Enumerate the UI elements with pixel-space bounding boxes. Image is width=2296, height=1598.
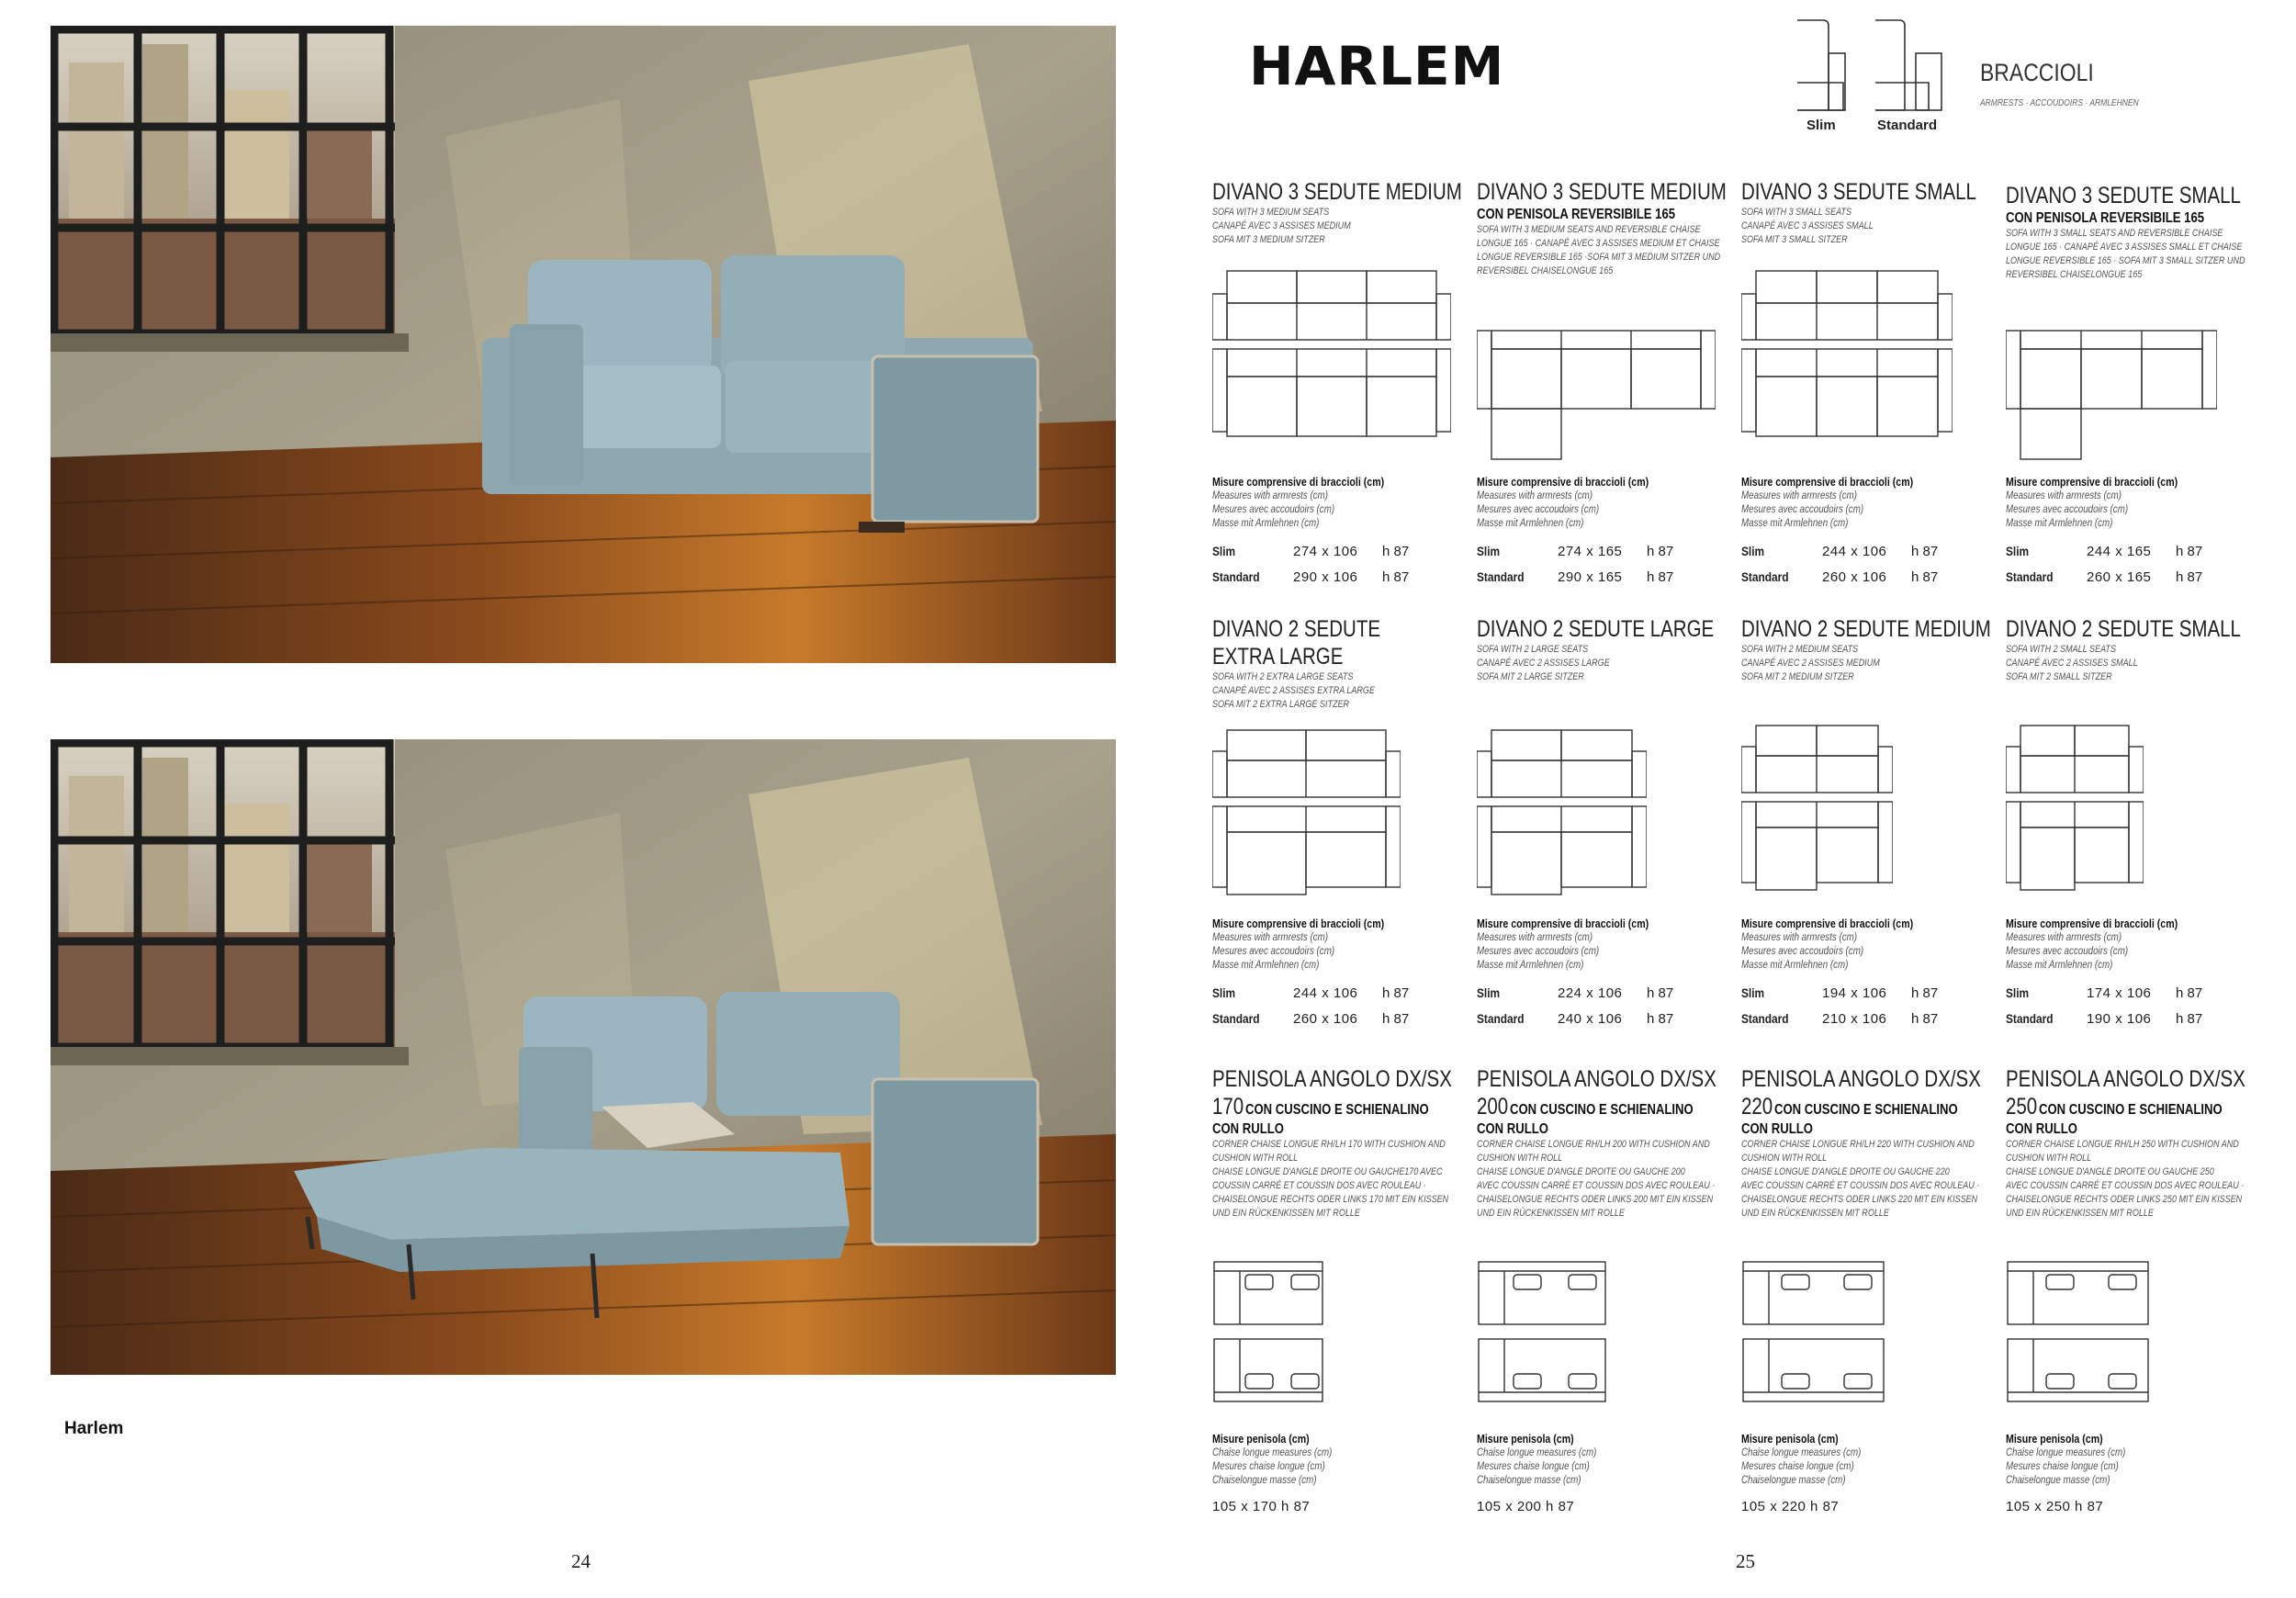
measures-de: Masse mit Armlehnen (cm)	[1212, 518, 1320, 529]
standard-height: h 87	[1911, 569, 1939, 585]
measures-heading: Misure penisola (cm)	[2006, 1433, 2103, 1446]
page-number-left: 24	[571, 1550, 591, 1572]
slim-height: h 87	[1911, 544, 1939, 559]
standard-row	[2006, 569, 2254, 595]
block-description: CORNER CHAISE LONGUE RH/LH 250 WITH CUSHION AND CUSHION WITH ROLL CHAISE LONGUE D'ANGLE DROITE OU GAUCHE 250 AVEC COUSSIN CARRÉ ET COUSSIN DOS AVEC ROULEAU · CHAISELONGUE RECHTS ODER LINKS 250 MIT EIN KISSEN UND EIN RÜCKENKISSEN MIT ROLLE	[2006, 1139, 2245, 1219]
block-subtitle-line2: CON RULLO	[1477, 1121, 1548, 1137]
block-title: DIVANO 2 SEDUTE MEDIUM	[1741, 616, 1991, 642]
measures-heading: Misure comprensive di braccioli (cm)	[1477, 917, 1649, 930]
measures-fr: Mesures avec accoudoirs (cm)	[2006, 946, 2129, 957]
chaise-250-block	[2006, 1065, 2254, 1221]
page-number-right: 25	[1736, 1550, 1755, 1572]
measures-de: Masse mit Armlehnen (cm)	[1212, 960, 1320, 971]
measures-heading: Misure penisola (cm)	[1741, 1433, 1839, 1446]
chaise-size: 170	[1212, 1094, 1244, 1120]
slim-label: Slim	[1212, 544, 1236, 558]
standard-label: Standard	[1741, 569, 1789, 584]
measures-de: Masse mit Armlehnen (cm)	[1741, 960, 1849, 971]
block-subtitle: CON CUSCINO E SCHIENALINO	[1244, 1102, 1429, 1118]
standard-label: Standard	[1477, 1011, 1525, 1026]
slim-row	[1212, 544, 1460, 569]
block-title: PENISOLA ANGOLO DX/SX	[1212, 1066, 1452, 1092]
chaise-dims: 105 x 170 h 87	[1212, 1499, 1311, 1514]
slim-row	[2006, 544, 2254, 569]
standard-label: Standard	[1741, 1011, 1789, 1026]
measures-heading: Misure comprensive di braccioli (cm)	[1741, 476, 1914, 489]
sofa-3-medium-measures	[1212, 476, 1460, 595]
sofa-3-small-chaise-measures	[2006, 476, 2254, 595]
block-subtitle: CON CUSCINO E SCHIENALINO	[1509, 1102, 1694, 1118]
standard-dims: 210 x 106	[1822, 1011, 1887, 1027]
chaise-size: 200	[1477, 1094, 1509, 1120]
chaise-size: 220	[1741, 1094, 1773, 1120]
measures-en: Measures with armrests (cm)	[1741, 932, 1858, 943]
measures-de: Masse mit Armlehnen (cm)	[1477, 518, 1584, 529]
slim-row	[2006, 985, 2254, 1011]
sofa-2-small-block	[2006, 615, 2254, 684]
sofa-2-small-measures	[2006, 917, 2254, 1037]
chaise-250-drawing	[2006, 1258, 2153, 1405]
sofa-2-xl-block	[1212, 615, 1460, 712]
measures-en: Chaise longue measures (cm)	[1212, 1447, 1333, 1458]
block-description: SOFA WITH 3 MEDIUM SEATS AND REVERSIBLE CHAISE LONGUE 165 · CANAPÉ AVEC 3 ASSISES MEDIUM ET CHAISE LONGUE REVERSIBLE 165 ·SOFA MIT 3 MEDIUM SITZER UND REVERSIBEL CHAISELONGUE 165	[1477, 224, 1721, 276]
sofa-2-medium-measures	[1741, 917, 1989, 1037]
standard-dims: 240 x 106	[1558, 1011, 1623, 1027]
slim-dims: 274 x 165	[1558, 544, 1623, 559]
block-subtitle: CON PENISOLA REVERSIBILE 165	[2006, 210, 2205, 226]
sofa-2-small-drawing	[2006, 721, 2144, 895]
slim-label: Slim	[1477, 985, 1501, 1000]
standard-row	[2006, 1011, 2254, 1037]
measures-heading: Misure comprensive di braccioli (cm)	[1212, 917, 1385, 930]
sofa-2-medium-block	[1741, 615, 1989, 684]
sofa-2-xl-measures	[1212, 917, 1460, 1037]
measures-heading: Misure comprensive di braccioli (cm)	[1741, 917, 1914, 930]
standard-dims: 260 x 106	[1293, 1011, 1358, 1027]
sofa-3-small-chaise-drawing	[2006, 326, 2217, 464]
chaise-220-measures	[1741, 1433, 1989, 1514]
sofa-photo-closed	[51, 26, 1116, 663]
block-subtitle-line2: CON RULLO	[1212, 1121, 1284, 1137]
sofa-3-medium-drawing	[1212, 266, 1451, 450]
slim-label: Slim	[1741, 544, 1765, 558]
chaise-170-block	[1212, 1065, 1460, 1221]
slim-row	[1477, 985, 1725, 1011]
block-title: PENISOLA ANGOLO DX/SX	[2006, 1066, 2245, 1092]
chaise-170-drawing	[1212, 1258, 1332, 1405]
chaise-200-measures	[1477, 1433, 1725, 1514]
block-title: PENISOLA ANGOLO DX/SX	[1741, 1066, 1981, 1092]
block-title: DIVANO 3 SEDUTE MEDIUM	[1212, 179, 1462, 205]
measures-en: Measures with armrests (cm)	[2006, 932, 2122, 943]
slim-label: Slim	[2006, 985, 2030, 1000]
chaise-170-measures	[1212, 1433, 1460, 1514]
measures-heading: Misure penisola (cm)	[1212, 1433, 1310, 1446]
block-description: SOFA WITH 2 EXTRA LARGE SEATS CANAPÉ AVEC 2 ASSISES EXTRA LARGE SOFA MIT 2 EXTRA LARGE SITZER	[1212, 671, 1375, 710]
block-description: CORNER CHAISE LONGUE RH/LH 170 WITH CUSHION AND CUSHION WITH ROLL CHAISE LONGUE D'ANGLE DROITE OU GAUCHE170 AVEC COUSSIN CARRÉ ET COUSSIN DOS AVEC ROULEAU · CHAISELONGUE RECHTS ODER LINKS 170 MIT EIN KISSEN UND EIN RÜCKENKISSEN MIT ROLLE	[1212, 1139, 1449, 1219]
standard-row	[1212, 569, 1460, 595]
measures-fr: Mesures avec accoudoirs (cm)	[2006, 504, 2129, 515]
photo-caption: Harlem	[64, 1419, 124, 1438]
slim-height: h 87	[1382, 544, 1410, 559]
slim-height: h 87	[2176, 985, 2203, 1001]
block-description: SOFA WITH 3 MEDIUM SEATS CANAPÉ AVEC 3 ASSISES MEDIUM SOFA MIT 3 MEDIUM SITZER	[1212, 207, 1351, 245]
block-description: SOFA WITH 2 LARGE SEATS CANAPÉ AVEC 2 ASSISES LARGE SOFA MIT 2 LARGE SITZER	[1477, 644, 1610, 682]
measures-en: Measures with armrests (cm)	[1212, 932, 1329, 943]
measures-fr: Mesures chaise longue (cm)	[1741, 1461, 1854, 1472]
block-subtitle-line2: CON RULLO	[1741, 1121, 1813, 1137]
measures-de: Chaiselongue masse (cm)	[2006, 1475, 2110, 1486]
standard-label: Standard	[2006, 1011, 2054, 1026]
block-title: DIVANO 2 SEDUTE	[1212, 616, 1381, 642]
block-subtitle-line2: CON RULLO	[2006, 1121, 2077, 1137]
slim-height: h 87	[1382, 985, 1410, 1001]
chaise-220-block	[1741, 1065, 1989, 1221]
measures-en: Measures with armrests (cm)	[1477, 490, 1593, 501]
slim-dims: 194 x 106	[1822, 985, 1887, 1001]
measures-fr: Mesures avec accoudoirs (cm)	[1212, 504, 1335, 515]
measures-de: Masse mit Armlehnen (cm)	[2006, 960, 2113, 971]
slim-label: Slim	[1741, 985, 1765, 1000]
measures-en: Measures with armrests (cm)	[2006, 490, 2122, 501]
block-title: DIVANO 3 SEDUTE SMALL	[2006, 183, 2241, 208]
sofa-3-small-chaise-block	[2006, 182, 2254, 282]
slim-label: Slim	[2006, 544, 2030, 558]
sofa-2-xl-drawing	[1212, 726, 1401, 900]
slim-row	[1212, 985, 1460, 1011]
sofa-2-large-block	[1477, 615, 1725, 684]
block-description: CORNER CHAISE LONGUE RH/LH 220 WITH CUSHION AND CUSHION WITH ROLL CHAISE LONGUE D'ANGLE DROITE OU GAUCHE 220 AVEC COUSSIN CARRÉ ET COUSSIN DOS AVEC ROULEAU · CHAISELONGUE RECHTS ODER LINKS 220 MIT EIN KISSEN UND EIN RÜCKENKISSEN MIT ROLLE	[1741, 1139, 1980, 1219]
chaise-dims: 105 x 250 h 87	[2006, 1499, 2104, 1514]
slim-row	[1741, 985, 1989, 1011]
standard-label: Standard	[2006, 569, 2054, 584]
block-title: DIVANO 2 SEDUTE LARGE	[1477, 616, 1715, 642]
slim-dims: 244 x 106	[1822, 544, 1887, 559]
measures-en: Measures with armrests (cm)	[1741, 490, 1858, 501]
sofa-3-small-drawing	[1741, 266, 1953, 450]
block-title-line2: EXTRA LARGE	[1212, 644, 1344, 670]
block-description: SOFA WITH 2 SMALL SEATS CANAPÉ AVEC 2 ASSISES SMALL SOFA MIT 2 SMALL SITZER	[2006, 644, 2138, 682]
armrests-heading: BRACCIOLI	[1980, 59, 2094, 86]
measures-heading: Misure penisola (cm)	[1477, 1433, 1574, 1446]
measures-en: Measures with armrests (cm)	[1477, 932, 1593, 943]
measures-de: Chaiselongue masse (cm)	[1477, 1475, 1581, 1486]
block-description: SOFA WITH 3 SMALL SEATS AND REVERSIBLE CHAISE LONGUE 165 · CANAPÉ AVEC 3 ASSISES SMALL ET CHAISE LONGUE REVERSIBLE 165 · SOFA MIT 3 SMALL SITZER UND REVERSIBEL CHAISELONGUE 165	[2006, 228, 2245, 280]
slim-dims: 244 x 106	[1293, 985, 1358, 1001]
slim-height: h 87	[1911, 985, 1939, 1001]
chaise-200-drawing	[1477, 1258, 1610, 1405]
standard-armrest-icon	[1874, 18, 1947, 115]
measures-heading: Misure comprensive di braccioli (cm)	[2006, 917, 2178, 930]
slim-row	[1477, 544, 1725, 569]
standard-height: h 87	[1382, 569, 1410, 585]
chaise-dims: 105 x 200 h 87	[1477, 1499, 1575, 1514]
standard-dims: 260 x 165	[2087, 569, 2152, 585]
slim-label: Slim	[1212, 985, 1236, 1000]
standard-label: Standard	[1212, 1011, 1260, 1026]
standard-height: h 87	[1647, 569, 1674, 585]
block-subtitle: CON CUSCINO E SCHIENALINO	[1773, 1102, 1958, 1118]
measures-fr: Mesures avec accoudoirs (cm)	[1212, 946, 1335, 957]
slim-height: h 87	[2176, 544, 2203, 559]
standard-armrest-label: Standard	[1877, 118, 1938, 133]
slim-dims: 174 x 106	[2087, 985, 2152, 1001]
block-title: PENISOLA ANGOLO DX/SX	[1477, 1066, 1716, 1092]
sofa-3-medium-chaise-block	[1477, 178, 1725, 278]
measures-heading: Misure comprensive di braccioli (cm)	[1477, 476, 1649, 489]
standard-row	[1741, 1011, 1989, 1037]
measures-en: Chaise longue measures (cm)	[1477, 1447, 1597, 1458]
block-subtitle: CON CUSCINO E SCHIENALINO	[2038, 1102, 2223, 1118]
standard-height: h 87	[2176, 1011, 2203, 1027]
measures-fr: Mesures chaise longue (cm)	[1477, 1461, 1590, 1472]
block-title: DIVANO 3 SEDUTE SMALL	[1741, 179, 1976, 205]
measures-heading: Misure comprensive di braccioli (cm)	[2006, 476, 2178, 489]
block-title: DIVANO 3 SEDUTE MEDIUM	[1477, 179, 1727, 205]
measures-en: Measures with armrests (cm)	[1212, 490, 1329, 501]
sofa-photo-open-bed	[51, 739, 1116, 1375]
block-subtitle: CON PENISOLA REVERSIBILE 165	[1477, 207, 1676, 222]
measures-fr: Mesures avec accoudoirs (cm)	[1477, 946, 1600, 957]
sofa-2-large-drawing	[1477, 726, 1647, 900]
measures-fr: Mesures chaise longue (cm)	[1212, 1461, 1325, 1472]
sofa-3-medium-chaise-measures	[1477, 476, 1725, 595]
sofa-2-large-measures	[1477, 917, 1725, 1037]
chaise-dims: 105 x 220 h 87	[1741, 1499, 1840, 1514]
sofa-3-medium-block	[1212, 178, 1460, 247]
measures-de: Chaiselongue masse (cm)	[1212, 1475, 1317, 1486]
standard-label: Standard	[1212, 569, 1260, 584]
measures-de: Masse mit Armlehnen (cm)	[1477, 960, 1584, 971]
slim-height: h 87	[1647, 985, 1674, 1001]
standard-dims: 260 x 106	[1822, 569, 1887, 585]
measures-de: Masse mit Armlehnen (cm)	[2006, 518, 2113, 529]
measures-fr: Mesures avec accoudoirs (cm)	[1477, 504, 1600, 515]
measures-fr: Mesures chaise longue (cm)	[2006, 1461, 2119, 1472]
block-description: SOFA WITH 2 MEDIUM SEATS CANAPÉ AVEC 2 ASSISES MEDIUM SOFA MIT 2 MEDIUM SITZER	[1741, 644, 1880, 682]
measures-fr: Mesures avec accoudoirs (cm)	[1741, 946, 1864, 957]
standard-row	[1477, 569, 1725, 595]
block-description: CORNER CHAISE LONGUE RH/LH 200 WITH CUSHION AND CUSHION WITH ROLL CHAISE LONGUE D'ANGLE DROITE OU GAUCHE 200 AVEC COUSSIN CARRÉ ET COUSSIN DOS AVEC ROULEAU · CHAISELONGUE RECHTS ODER LINKS 200 MIT EIN KISSEN UND EIN RÜCKENKISSEN MIT ROLLE	[1477, 1139, 1716, 1219]
sofa-3-small-block	[1741, 178, 1989, 247]
standard-height: h 87	[1382, 1011, 1410, 1027]
slim-row	[1741, 544, 1989, 569]
chaise-size: 250	[2006, 1094, 2038, 1120]
standard-height: h 87	[2176, 569, 2203, 585]
block-description: SOFA WITH 3 SMALL SEATS CANAPÉ AVEC 3 ASSISES SMALL SOFA MIT 3 SMALL SITZER	[1741, 207, 1874, 245]
standard-row	[1212, 1011, 1460, 1037]
standard-label: Standard	[1477, 569, 1525, 584]
slim-height: h 87	[1647, 544, 1674, 559]
standard-dims: 190 x 106	[2087, 1011, 2152, 1027]
standard-height: h 87	[1911, 1011, 1939, 1027]
standard-row	[1477, 1011, 1725, 1037]
standard-height: h 87	[1647, 1011, 1674, 1027]
slim-dims: 224 x 106	[1558, 985, 1623, 1001]
slim-label: Slim	[1477, 544, 1501, 558]
slim-armrest-label: Slim	[1806, 118, 1836, 133]
chaise-200-block	[1477, 1065, 1725, 1221]
standard-dims: 290 x 165	[1558, 569, 1623, 585]
measures-de: Masse mit Armlehnen (cm)	[1741, 518, 1849, 529]
measures-de: Chaiselongue masse (cm)	[1741, 1475, 1846, 1486]
armrests-subheading: ARMRESTS · ACCOUDOIRS · ARMLEHNEN	[1980, 98, 2139, 108]
measures-en: Chaise longue measures (cm)	[2006, 1447, 2126, 1458]
chaise-220-drawing	[1741, 1258, 1888, 1405]
chaise-250-measures	[2006, 1433, 2254, 1514]
sofa-3-small-measures	[1741, 476, 1989, 595]
slim-dims: 244 x 165	[2087, 544, 2152, 559]
slim-dims: 274 x 106	[1293, 544, 1358, 559]
measures-fr: Mesures avec accoudoirs (cm)	[1741, 504, 1864, 515]
measures-heading: Misure comprensive di braccioli (cm)	[1212, 476, 1385, 489]
slim-armrest-icon	[1795, 18, 1851, 115]
product-title: HARLEM	[1249, 35, 1505, 97]
sofa-2-medium-drawing	[1741, 721, 1893, 895]
sofa-3-medium-chaise-drawing	[1477, 326, 1716, 464]
standard-row	[1741, 569, 1989, 595]
block-title: DIVANO 2 SEDUTE SMALL	[2006, 616, 2241, 642]
standard-dims: 290 x 106	[1293, 569, 1358, 585]
measures-en: Chaise longue measures (cm)	[1741, 1447, 1862, 1458]
